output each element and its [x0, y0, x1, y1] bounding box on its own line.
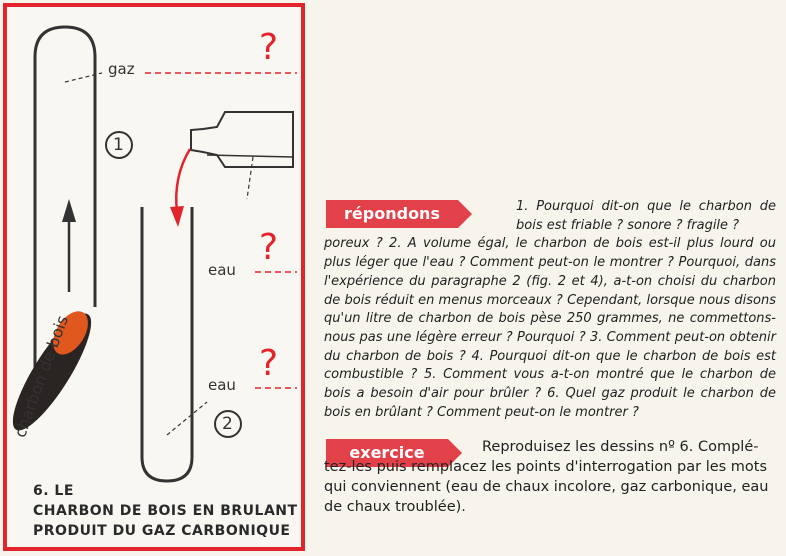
question-mark-gas: ?: [259, 27, 279, 68]
pouring-bottle: [191, 112, 293, 199]
pour-arrow-head: [170, 206, 184, 227]
gas-label: gaz: [108, 60, 135, 78]
experiment-diagram: [7, 7, 303, 549]
question-mark-water-2: ?: [259, 343, 279, 384]
caption-number: 6. LE: [33, 483, 74, 499]
pour-arrow: [176, 149, 190, 212]
repondons-questions: [324, 198, 776, 422]
caption-line-1: CHARBON DE BOIS EN BRULANT: [33, 503, 298, 519]
water-label-1: eau: [208, 261, 236, 279]
tube-2-number: 2: [222, 414, 233, 434]
tube-2: [142, 207, 192, 481]
repondons-first-line: 1. Pourquoi dit-on que le charbon de bois est friable ? sonore ? fragile ?: [516, 199, 776, 233]
repondons-tag: répondons: [326, 200, 458, 228]
question-mark-water-1: ?: [259, 227, 279, 268]
caption-line-2: PRODUIT DU GAZ CARBONIQUE: [33, 523, 291, 539]
exercice-tag: exercice: [326, 439, 448, 467]
tube-1-number: 1: [113, 135, 124, 155]
figure-panel: [3, 3, 305, 551]
repondons-text: poreux ? 2. A volume égal, le charbon de bois est-il plus lourd ou plus léger que l'eau ? Comment peut-on le montrer ? Pourquoi, dans l'expérience du paragraphe 2 (fig. 2 et 4), a-t-on choisi du charbon de bois réduit en menus morceaux ? Cependant, lorsque nous disons qu'un litre de charbon de bois pèse 250 grammes, ne commettons-nous pas une légère erreur ? Pourquoi ? 3. Comment peut-on obtenir du charbon de bois ? 4. Pourquoi dit-on que le charbon de bois est combustible ? 5. Comment vous a-t-on montré que le charbon de bois a besoin d'air pour brûler ? 6. Quel gaz produit le charbon de bois en brûlant ? Comment peut-on le montrer ?: [324, 236, 776, 420]
exercice-first-line: Reproduisez les dessins nº 6. Complé-: [482, 439, 759, 455]
charcoal-label: charbon de bois: [10, 312, 73, 441]
upward-arrow-head: [62, 199, 76, 222]
water-2-dashed-line: [167, 402, 207, 435]
exercice-text-block: [324, 437, 776, 517]
exercice-text: tez-les puis remplacez les points d'interrogation par les mots qui conviennent (eau de chaux incolore, gaz carbonique, eau de chaux troublée).: [324, 459, 769, 515]
water-label-2: eau: [208, 376, 236, 394]
